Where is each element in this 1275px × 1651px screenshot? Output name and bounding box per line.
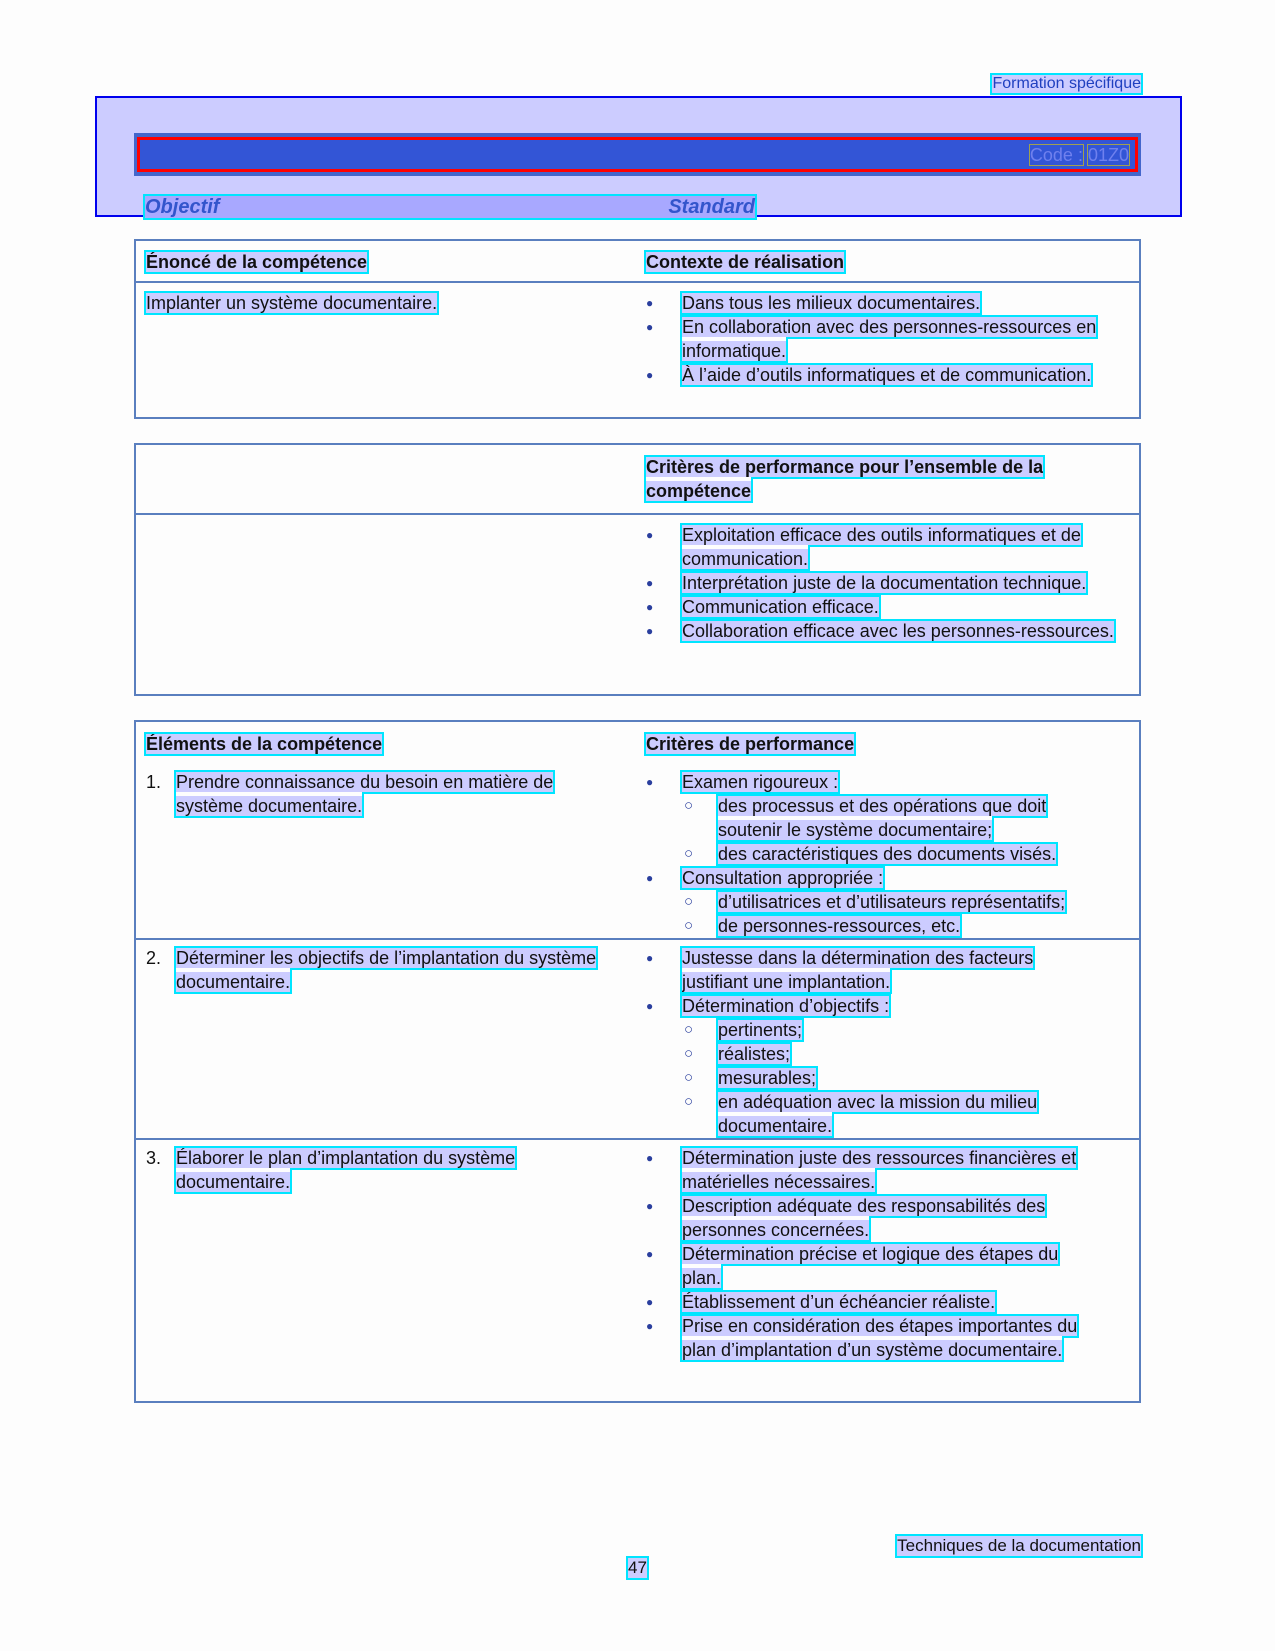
bullet-text: Description adéquate des responsabilités des personnes concernées. [682, 1196, 1046, 1240]
bullet-icon: ● [646, 1151, 654, 1165]
bullet-text: Interprétation juste de la documentation technique. [682, 573, 1087, 593]
bullet-item [646, 866, 1096, 890]
element-row [136, 1138, 1139, 1390]
sub-bullet-item [646, 1018, 1096, 1042]
element-row [136, 764, 1139, 938]
bullet-text: pertinents; [718, 1020, 803, 1040]
sub-bullet-item [646, 890, 1096, 914]
circle-bullet-icon: ○ [684, 1093, 694, 1110]
contexte-list [646, 291, 1139, 387]
circle-bullet-icon: ○ [684, 893, 694, 910]
element-text: Déterminer les objectifs de l’implantation du système documentaire. [176, 948, 597, 992]
element-row [136, 938, 1139, 1138]
criteres-ensemble-list [646, 523, 1128, 643]
bullet-text: En collaboration avec des personnes-ressources en informatique. [682, 317, 1097, 361]
bullet-icon: ● [646, 775, 654, 789]
bullet-text: Exploitation efficace des outils informatiques et de communication. [682, 525, 1081, 569]
bullet-item [646, 770, 1096, 794]
page-number: 47 [628, 1558, 647, 1577]
objectif-label: Objectif [145, 196, 220, 218]
code-label: Code : [1029, 145, 1083, 165]
bullet-icon: ● [646, 320, 654, 334]
bullet-text: À l’aide d’outils informatiques et de communication. [682, 365, 1092, 385]
bullet-item [646, 619, 1116, 643]
bullet-item [646, 595, 1116, 619]
bullet-item [646, 315, 1127, 363]
sub-bullet-item [646, 1066, 1096, 1090]
bullet-item [646, 946, 1096, 994]
bullet-text: d’utilisatrices et d’utilisateurs représentatifs; [718, 892, 1066, 912]
bullet-item [646, 363, 1127, 387]
bullet-item [646, 1194, 1096, 1242]
bullet-item [646, 523, 1116, 571]
bullet-item [646, 1242, 1096, 1290]
bullet-item [646, 1314, 1096, 1362]
criteres-ensemble-header: Critères de performance pour l’ensemble de la compétence [646, 457, 1044, 501]
circle-bullet-icon: ○ [684, 917, 694, 934]
bullet-text: en adéquation avec la mission du milieu documentaire. [718, 1092, 1038, 1136]
bullet-text: des caractéristiques des documents visés. [718, 844, 1057, 864]
bullet-icon: ● [646, 999, 654, 1013]
bullet-item [646, 1290, 1096, 1314]
bullet-icon: ● [646, 528, 654, 542]
bullet-item [646, 571, 1116, 595]
bullet-icon: ● [646, 1199, 654, 1213]
bullet-text: Détermination juste des ressources financières et matérielles nécessaires. [682, 1148, 1077, 1192]
bullet-text: Consultation appropriée : [682, 868, 884, 888]
bullet-icon: ● [646, 296, 654, 310]
criteres-list [646, 1146, 1108, 1362]
bullet-icon: ● [646, 600, 654, 614]
circle-bullet-icon: ○ [684, 797, 694, 814]
criteres-list [646, 946, 1108, 1138]
sub-bullet-item [646, 914, 1096, 938]
bullet-icon: ● [646, 368, 654, 382]
bullet-text: des processus et des opérations que doit soutenir le système documentaire; [718, 796, 1047, 840]
circle-bullet-icon: ○ [684, 1045, 694, 1062]
bullet-text: Détermination précise et logique des étapes du plan. [682, 1244, 1059, 1288]
bullet-icon: ● [646, 576, 654, 590]
bullet-item [646, 291, 1127, 315]
bullet-text: mesurables; [718, 1068, 817, 1088]
bullet-text: Collaboration efficace avec les personnes-ressources. [682, 621, 1114, 641]
code-value: 01Z0 [1087, 145, 1129, 165]
bullet-text: Établissement d’un échéancier réaliste. [682, 1292, 996, 1312]
bullet-text: Dans tous les milieux documentaires. [682, 293, 981, 313]
element-number: 1. [146, 772, 162, 792]
sub-bullet-item [646, 842, 1096, 866]
sub-bullet-item [646, 794, 1096, 842]
circle-bullet-icon: ○ [684, 845, 694, 862]
bullet-icon: ● [646, 951, 654, 965]
element-text: Prendre connaissance du besoin en matière de système documentaire. [176, 772, 554, 816]
standard-label: Standard [668, 196, 755, 218]
element-number: 3. [146, 1148, 162, 1168]
elements-header: Éléments de la compétence [146, 734, 383, 754]
element-number: 2. [146, 948, 162, 968]
bullet-icon: ● [646, 1295, 654, 1309]
bullet-text: Justesse dans la détermination des facteurs justifiant une implantation. [682, 948, 1034, 992]
bullet-text: réalistes; [718, 1044, 791, 1064]
bullet-icon: ● [646, 1247, 654, 1261]
contexte-header: Contexte de réalisation [646, 252, 845, 272]
bullet-icon: ● [646, 624, 654, 638]
elements-table [134, 720, 1141, 1403]
sub-bullet-item [646, 1090, 1096, 1138]
bullet-icon: ● [646, 871, 654, 885]
code-bar [134, 133, 1141, 176]
circle-bullet-icon: ○ [684, 1069, 694, 1086]
bullet-text: Examen rigoureux : [682, 772, 839, 792]
criteres-list [646, 770, 1108, 938]
footer-program: Techniques de la documentation [897, 1536, 1141, 1555]
sub-bullet-item [646, 1042, 1096, 1066]
bullet-icon: ● [646, 1319, 654, 1333]
objectif-standard-row [145, 196, 755, 218]
enonce-header: Énoncé de la compétence [146, 252, 368, 272]
bullet-text: Détermination d’objectifs : [682, 996, 890, 1016]
bullet-text: de personnes-ressources, etc. [718, 916, 961, 936]
element-text: Élaborer le plan d’implantation du système documentaire. [176, 1148, 516, 1192]
criteres-ensemble-table [134, 443, 1141, 696]
formation-label: Formation spécifique [992, 75, 1141, 92]
bullet-text: Communication efficace. [682, 597, 879, 617]
bullet-item [646, 994, 1096, 1018]
enonce-text: Implanter un système documentaire. [146, 293, 438, 313]
bullet-text: Prise en considération des étapes importantes du plan d’implantation d’un système documentaire. [682, 1316, 1078, 1360]
criteres-header: Critères de performance [646, 734, 855, 754]
bullet-item [646, 1146, 1096, 1194]
enonce-table [134, 239, 1141, 419]
circle-bullet-icon: ○ [684, 1021, 694, 1038]
